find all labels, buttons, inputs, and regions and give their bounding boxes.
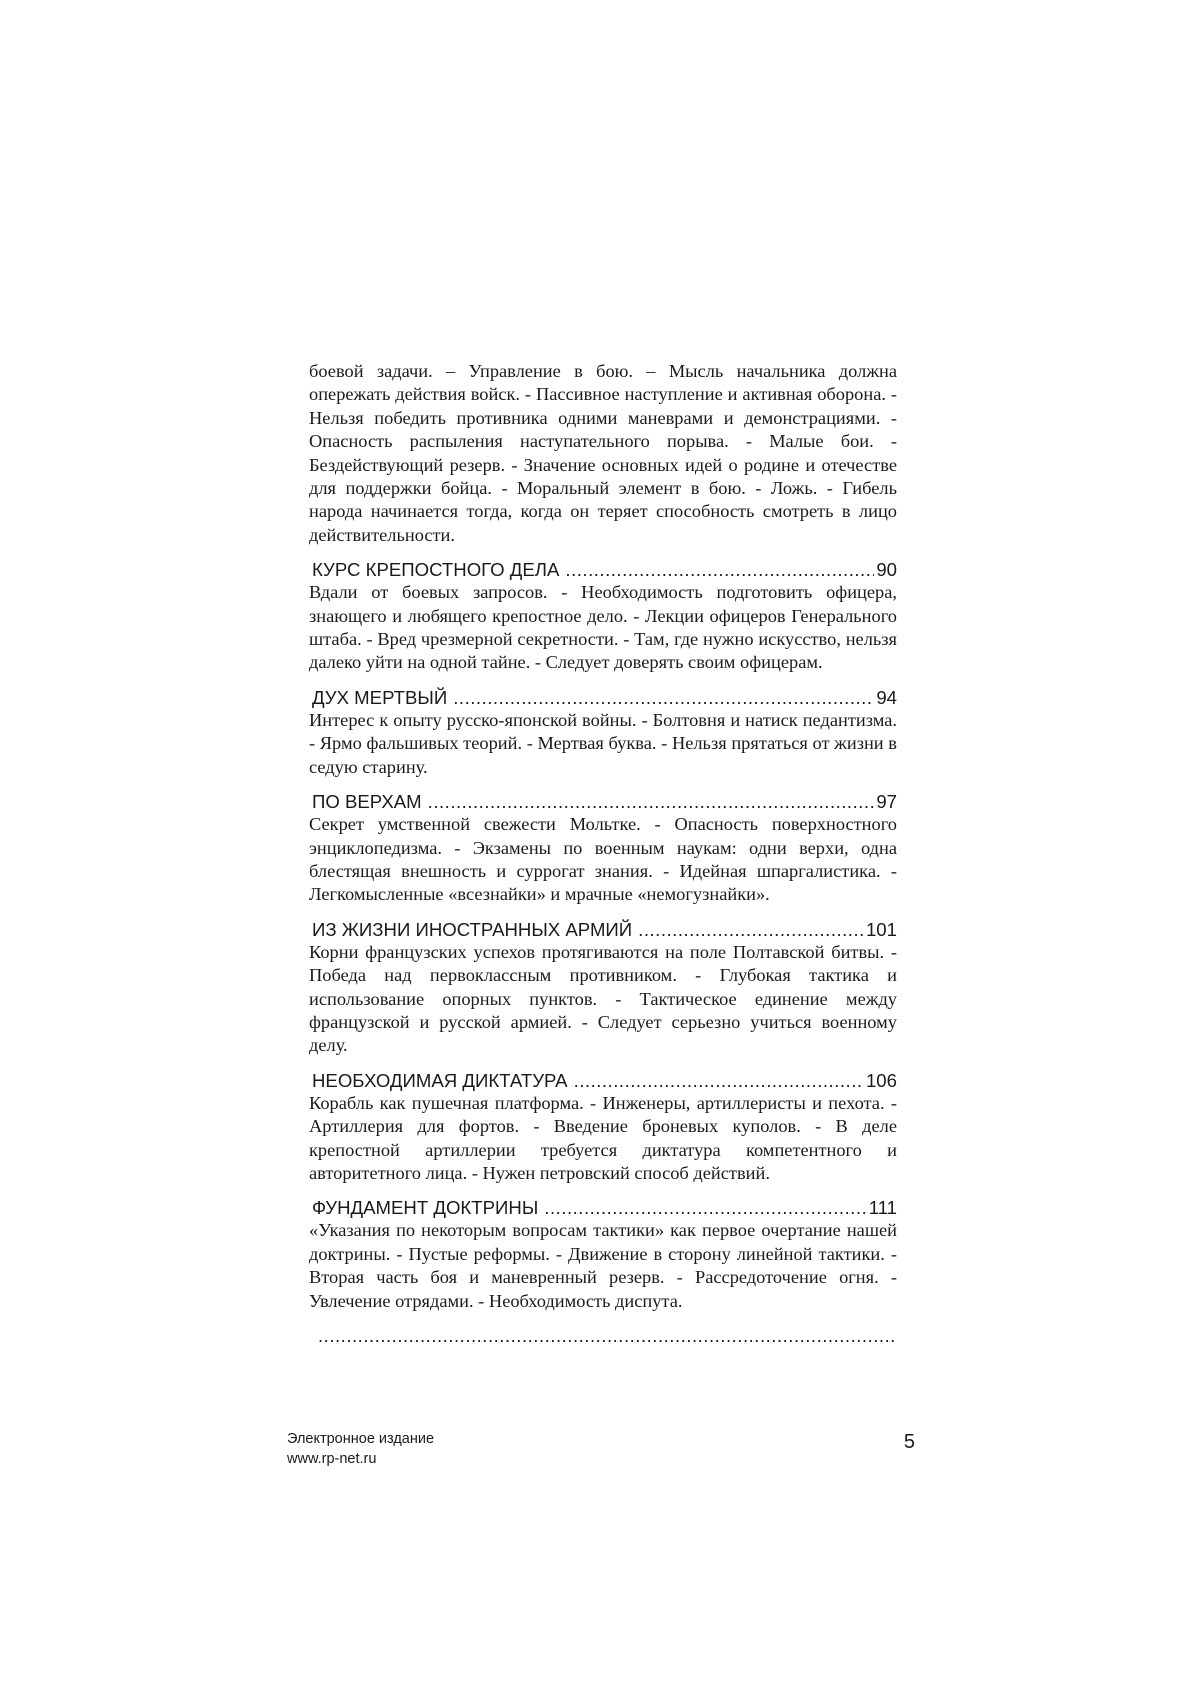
toc-entry-page: 106 — [865, 1069, 897, 1091]
intro-paragraph: боевой задачи. – Управление в бою. – Мысль начальника должна опережать действия войск. - Пассивное наступление и активная оборона. - Нельзя победить противника одними маневрами и демонстрациями. - Опасность распыления наступательного порыва. - Малые бои. - Бездействующий резерв. - Значение основных идей о родине и отечестве для поддержки бойца. - Моральный элемент в бою. - Ложь. - Гибель народа начинается тогда, когда он теряет способность смотреть в лицо действительности. — [309, 361, 897, 545]
toc-entry — [309, 1069, 897, 1186]
publisher-website[interactable]: www.rp-net.ru — [287, 1451, 377, 1467]
leader-dots — [318, 1324, 895, 1347]
toc-entry-summary: Вдали от боевых запросов. - Необходимость подготовить офицера, знающего и любящего крепостное дело. - Лекции офицеров Генерального штаба. - Вред чрезмерной секретности. - Там, где нужно искусство, нельзя далеко уйти на одной тайне. - Следует доверять своим офицерам. — [309, 582, 897, 673]
toc-entry-page: 101 — [865, 918, 897, 940]
toc-entry-heading[interactable] — [309, 1196, 897, 1219]
toc-entry-page: 111 — [868, 1197, 897, 1219]
toc-entry — [309, 918, 897, 1058]
toc-entry-title: КУРС КРЕПОСТНОГО ДЕЛА — [312, 559, 560, 581]
toc-entry — [309, 790, 897, 907]
toc-entry — [309, 1324, 897, 1347]
toc-entry-title: ИЗ ЖИЗНИ ИНОСТРАННЫХ АРМИЙ — [312, 918, 633, 940]
leader-dots — [565, 558, 874, 581]
toc-entry-title: НЕОБХОДИМАЯ ДИКТАТУРА — [312, 1069, 568, 1091]
leader-dots — [428, 790, 875, 813]
toc-entry-summary: Корабль как пушечная платформа. - Инженеры, артиллеристы и пехота. - Артиллерия для фортов. - Введение броневых куполов. - В деле крепостной артиллерии требуется диктатура компетентного и авторитетного лица. - Нужен петровский способ действий. — [309, 1092, 897, 1183]
toc-entry-page: 90 — [876, 559, 897, 581]
toc-entry-heading[interactable] — [309, 918, 897, 941]
toc-entry-summary: Секрет умственной свежести Мольтке. - Опасность поверхностного энциклопедизма. - Экзамены по военным наукам: одни верхи, одна блестящая внешность и суррогат знания. - Идейная шпаргалистика. - Легкомысленные «всезнайки» и мрачные «немогузнайки». — [309, 814, 897, 905]
toc-entry-heading[interactable] — [309, 558, 897, 581]
table-of-contents — [309, 360, 897, 1347]
toc-entry-title: ПО ВЕРХАМ — [312, 791, 422, 813]
toc-entry-heading[interactable] — [309, 686, 897, 709]
publisher-edition: Электронное издание — [287, 1431, 435, 1447]
toc-entry — [309, 1196, 897, 1313]
toc-entry-summary: Интерес к опыту русско-японской войны. - Болтовня и натиск педантизма. - Ярмо фальшивых теорий. - Мертвая буква. - Нельзя прятаться от жизни в седую старину. — [309, 709, 897, 777]
toc-entry-title: ДУХ МЕРТВЫЙ — [312, 686, 448, 708]
toc-entry-heading[interactable] — [309, 1069, 897, 1092]
toc-entry-summary: Корни французских успехов протягиваются на поле Полтавской битвы. - Победа над первоклассным противником. - Глубокая тактика и использование опорных пунктов. - Тактическое единение между французской и русской армией. - Следует серьезно учиться военному делу. — [309, 941, 897, 1056]
leader-dots — [453, 686, 874, 709]
toc-entry — [309, 558, 897, 675]
toc-entry — [309, 686, 897, 779]
toc-entry-page: 97 — [876, 791, 897, 813]
toc-entry-title: ФУНДАМЕНТ ДОКТРИНЫ — [312, 1197, 539, 1219]
page-footer — [287, 1429, 915, 1469]
toc-entry-summary: «Указания по некоторым вопросам тактики» как первое очертание нашей доктрины. - Пустые реформы. - Движение в сторону линейной тактики. - Вторая часть боя и маневренный резерв. - Рассредоточение огня. - Увлечение отрядами. - Необходимость диспута. — [309, 1220, 897, 1311]
toc-entry-page: 94 — [876, 686, 897, 708]
toc-entry-heading[interactable] — [309, 1324, 897, 1347]
leader-dots — [638, 918, 864, 941]
leader-dots — [574, 1069, 864, 1092]
leader-dots — [544, 1196, 866, 1219]
toc-entry-heading[interactable] — [309, 790, 897, 813]
page-number: 5 — [903, 1431, 915, 1453]
